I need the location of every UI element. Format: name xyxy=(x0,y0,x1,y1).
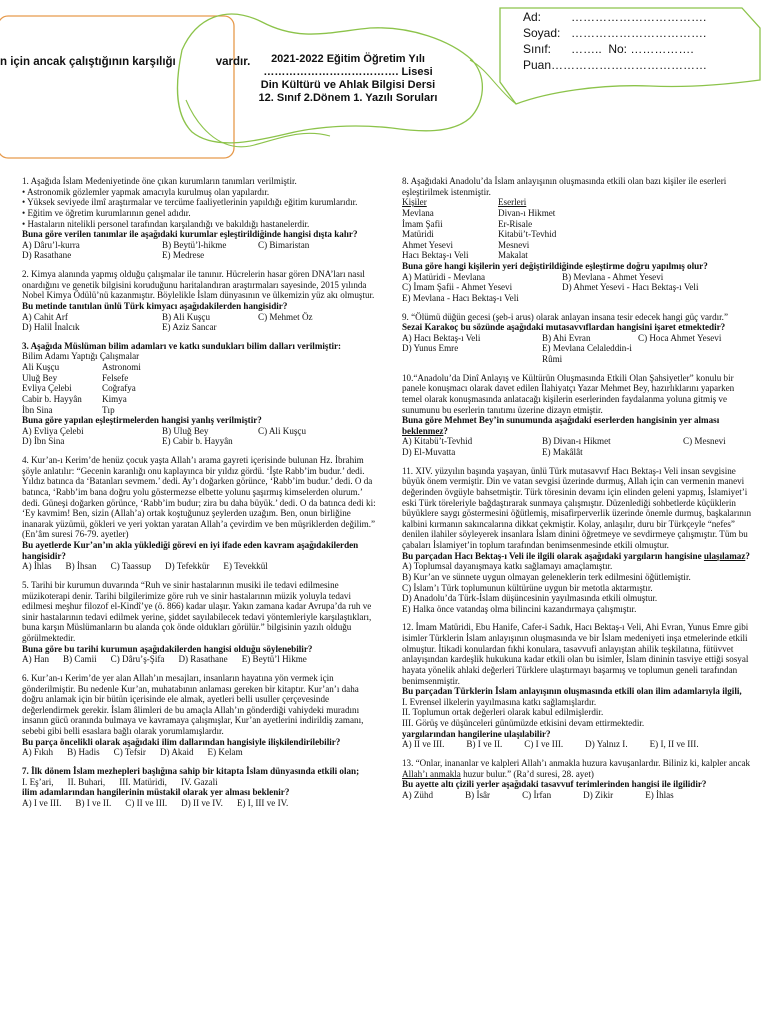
right-column xyxy=(402,176,752,808)
q12-text: İmam Matüridi, Ebu Hanife, Cafer-i Sadık, Hacı Bektaş-ı Veli, Ahi Evran, Yunus Emre gibi isimler Türklerin İslam anlayışının oluşmasında ve bir İslam medeniyeti inşa etmelerinde etkili olmuştur. İtikadi konulardan fıkhi konulara, tasavvufi anlayıştan ahilik teşkilatına, fütüvvet anlayışından kardeşlik hukukuna kadar etkili olan bu isimler, İslam dininin tasviye ettiği sosyal hayata yönelik ahlaki değerleri Türklere ulaştırmayı başarmış ve toplumun geneli tarafından benimsenmiştir. xyxy=(402,622,749,686)
q11-option-b[interactable]: B) Kur’an ve sünnete uygun olmayan geleneklerin terk edilmesini öğütlemiştir. xyxy=(402,571,691,582)
title-exam: 12. Sınıf 2.Dönem 1. Yazılı Soruları xyxy=(258,91,438,104)
q1-option-c[interactable]: C) Bimaristan xyxy=(258,239,310,250)
q13-text-end: huzur bulur.” (Ra’d suresi, 28. ayet) xyxy=(463,768,594,779)
surname-field[interactable]: ……………………………. xyxy=(571,25,707,40)
q4-option-d[interactable]: D) Tefekkür xyxy=(165,561,210,572)
q8-stem: Buna göre hangi kişilerin yeri değiştirildiğinde eşleştirme doğru yapılmış olur? xyxy=(402,261,708,271)
q11-number: 11 xyxy=(402,465,411,476)
q3-option-e[interactable]: E) Cabir b. Hayyân xyxy=(162,436,233,447)
q3-option-c[interactable]: C) Ali Kuşçu xyxy=(258,425,306,436)
q8-option-d[interactable]: D) Ahmet Yesevi - Hacı Bektaş-ı Veli xyxy=(562,282,699,293)
q4-option-c[interactable]: C) Taassup xyxy=(110,561,151,572)
q3-field: Coğrafya xyxy=(102,383,136,394)
q2-option-c[interactable]: C) Mehmet Öz xyxy=(258,311,313,322)
motto-right: vardır. xyxy=(215,56,251,68)
q12-item: III. Görüş ve düşünceleri günümüzde etkisini devam ettirmektedir. xyxy=(402,718,645,728)
question-4: 4. Kur’an-ı Kerim’de henüz çocuk yaşta Allah’ı arama gayreti içerisinde bulunan Hz. İbrahim şöyle anlatılır: “Gecenin karanlığı onu kaplayınca bir yıldız gördü. ‘İşte Rabb’im budur.’ dedi. Yıldız batınca da ‘Batanları sevmem.’ dedi. Ay’ı doğarken görünce, ‘Rabb’im budur.’ dedi. O da batınca, ‘Rabb’im bana doğru yolu göstermezse elbette yolunu şaşırmış kimselerden olurum.’ dedi. Güneşi doğarken görünce, ‘Rabb’im budur; zira bu daha büyük.’ dedi. O da batınca dedi ki: ‘Ey kavmim! Ben, sizin (Allah’a) ortak koştuğunuz şeylerden uzağım. Ben, onun birliğine inanarak yüzümü, gökleri ve yeri yoktan yaratan Allah’a çevirdim ve ben müşriklerden değilim.” (En’âm suresi 76-79. ayetler) Bu ayetlerde Kur’an’ın akla yüklediği görevi en iyi ifade eden kavram aşağıdakilerden hangisidir? A) İhlas B) İhsan C) Taassup D) Tefekkür E) Tevekkül xyxy=(22,455,382,572)
q10-option-d[interactable]: D) El-Muvatta xyxy=(402,447,456,457)
number-label: No: xyxy=(608,41,628,56)
q13-option-b[interactable]: B) İsâr xyxy=(465,789,491,800)
class-row[interactable] xyxy=(523,42,707,58)
q6-option-a[interactable]: A) Fıkıh xyxy=(22,747,54,758)
question-7: 7. İlk dönem İslam mezhepleri başlığına sahip bir kitapta İslam dünyasında etkili olan; I. Eş’ari, II. Buhari, III. Matüridi, IV. Gazali ilim adamlarından hangilerinin müstakil olarak yer alması beklenir? A) I ve III. B) I ve II. C) II ve III. D) II ve IV. E) I, III ve IV. xyxy=(22,766,382,809)
q10-stem: Buna göre Mehmet Bey’in sunumunda aşağıdaki eserlerden hangisinin yer alması xyxy=(402,415,720,426)
q11-stem: Bu parçadan Hacı Bektaş-ı Veli ile ilgili olarak aşağıdaki yargıların hangisine xyxy=(402,550,702,561)
question-2: 2. Kimya alanında yapmış olduğu çalışmalar ile tanınır. Hücrelerin hasar gören DNA’ları nasıl onardığını ve genetik bilgisini koruduğunu haritalandıran araştırmaları sayesinde, 2015 yılında Nobel Kimya Ödülü’nü kazanmıştır. Böylelikle İslam dünyasının ve ülkemizin yüz akı olmuştur. Bu metinde tanıtılan ünlü Türk kimyacı aşağıdakilerden hangisidir? A) Cahit Arf B) Ali Kuşçu C) Mehmet Öz D) Halil İnalcık E) Aziz Sancar xyxy=(22,269,382,333)
q3-scientist: Ali Kuşçu xyxy=(22,362,60,372)
q4-number: 4 xyxy=(22,455,27,465)
q7-number: 7 xyxy=(22,765,27,776)
surname-label: Soyad: xyxy=(523,25,561,40)
q11-text: XIV. yüzyılın başında yaşayan, ünlü Türk mutasavvıf Hacı Bektaş-ı Veli insan sevgisine büyük önem vermiştir. Din ve vatan sevgisi üzerinde durmuş, Allah için can vermenin manevi değerinden övgüyle bahsetmiştir. Türk töresinin devamı için elinden geleni yapmış, İslamiyet’i eski Türk töreleriyle bağdaştırarak sunmaya çalışmıştır. Düzenlediği sohbetlerde küçüklerin büyüklere saygı göstermesini öğütlemiş, misafirperverlik üzerinde önemle durmuş, başkalarının kalbini kırmanın sakıncalarına dikkat çekmiştir. Kolay, anlaşılır, duru bir Türkçeyle “nefes” denilen ilahiler söyleyerek insanlara İslam dinini öğretmeye ve sevdirmeye çalışmıştır. Tüm bu çabaları İslamiyet’in toplum tarafından benimsenmesinde etkili olmuştur. xyxy=(402,465,752,550)
q3-intro: Aşağıda Müslüman bilim adamları ve katkı sundukları bilim dalları verilmiştir: xyxy=(30,340,342,351)
q4-option-a[interactable]: A) İhlas xyxy=(22,561,52,572)
question-12: 12. İmam Matüridi, Ebu Hanife, Cafer-i Sadık, Hacı Bektaş-ı Veli, Ahi Evran, Yunus Emre gibi isimler Türklerin İslam anlayışının oluşmasında ve bir İslam medeniyeti inşa etmelerinde etkili olmuştur. İtikadi konulardan fıkhi konulara, tasavvufi anlayıştan ahilik teşkilatına, fütüvvet anlayışından kardeşlik hukukuna kadar etkili olan bu isimler, İslam dininin tasviye ettiği sosyal hayata yönelik ahlaki değerleri Türklere ulaştırmayı başarmış ve toplumun geneli tarafından benimsenmiştir. Bu parçadan Türklerin İslam anlayışının oluşmasında etkili olan ilim adamlarıyla ilgili, I. Evrensel ilkelerin yayılmasına katkı sağlamışlardır. II. Toplumun ortak değerleri olarak kabul edilmişlerdir. III. Görüş ve düşünceleri günümüzde etkisini devam ettirmektedir. yargılarından hangilerine ulaşılabilir? A) II ve III. B) I ve II. C) I ve III. D) Yalnız I. E) I, II ve III. xyxy=(402,622,752,750)
score-label: Puan xyxy=(523,57,552,72)
q2-number: 2 xyxy=(22,269,27,279)
q9-option-e[interactable]: E) Mevlana Celaleddin-i Rûmi xyxy=(542,343,632,364)
q12-item: I. Evrensel ilkelerin yayılmasına katkı sağlamışlardır. xyxy=(402,696,597,707)
title-school: ………………………………. Lisesi xyxy=(263,65,433,78)
q12-stem: yargılarından hangilerine ulaşılabilir? xyxy=(402,728,551,739)
question-8: 8. Aşağıdaki Anadolu’da İslam anlayışının oluşmasında etkili olan bazı kişiler ile eserleri eşleştirilmek istenmiştir. Kişiler Eserleri Mevlana Divan-ı Hikmet İmam Şafii Er-Risale Matüridi Kitabü’t-Tevhid Ahmet Yesevi Mesnevi Hacı Bektaş-ı Veli Makalat Buna göre hangi kişilerin yeri değiştirildiğinde eşleştirme doğru yapılmış olur? A) Matüridi - Mevlana B) Mevlana - Ahmet Yesevi C) İmam Şafii - Ahmet Yesevi D) Ahmet Yesevi - Hacı Bektaş-ı Veli E) Mevlana - Hacı Bektaş-ı Veli xyxy=(402,176,752,304)
q10-option-e[interactable]: E) Makâlât xyxy=(542,447,583,457)
q9-option-b[interactable]: B) Ahi Evran xyxy=(542,332,591,343)
q11-option-c[interactable]: C) İslam’ı Türk toplumunun kültürüne uygun bir metotla aktarmıştır. xyxy=(402,582,653,593)
q12-number: 12 xyxy=(402,622,412,633)
q10-options xyxy=(402,436,752,457)
q5-text: Tarihi bir kurumun duvarında “Ruh ve sinir hastalarının musiki ile tedavi edilmesine müzikoterapi denir. Tarihi bilgilerimize göre ruh ve sinir hastalarının müzik yoluyla tedavi edilmesi meşhur filozof el-Kindî’ye (ö. 866) kadar ulaşır. Yakın zamana kadar Avrupa’da ruh ve sinir hastalarının tedavi edilmek yerine, şiddet sayılabilecek tedavi yöntemleriyle karşılaştıkları, buna karşın Müslümanların bu alanda çok önde oldukları görülür.” bilgisinin yazılı olduğu görülmektedir. xyxy=(22,579,372,643)
q8-option-b[interactable]: B) Mevlana - Ahmet Yesevi xyxy=(562,271,664,282)
q7-option-b[interactable]: B) I ve II. xyxy=(75,797,112,808)
exam-title xyxy=(238,53,458,105)
q2-option-b[interactable]: B) Ali Kuşçu xyxy=(162,311,210,322)
q3-options xyxy=(22,426,382,447)
q8-person: Mevlana xyxy=(402,207,434,218)
q11-stem-end: ? xyxy=(745,550,750,561)
q3-number: 3 xyxy=(22,340,27,351)
q7-option-c[interactable]: C) II ve III. xyxy=(125,797,168,808)
q2-options xyxy=(22,312,382,333)
q3-scientist: İbn Sina xyxy=(22,404,53,415)
q8-col-header: Eserleri xyxy=(498,197,527,208)
q11-option-a[interactable]: A) Toplumsal dayanışmaya katkı sağlamayı amaçlamıştır. xyxy=(402,561,613,572)
q4-option-e[interactable]: E) Tevekkül xyxy=(223,561,268,572)
q8-col-header: Kişiler xyxy=(402,197,427,208)
q7-item: I. Eş’ari, xyxy=(22,776,54,787)
q1-stem: Buna göre verilen tanımlar ile aşağıdaki kurumlar eşleştirildiğinde hangisi dışta kalır? xyxy=(22,229,358,240)
number-field[interactable]: ……………. xyxy=(630,41,694,56)
q12-option-a[interactable]: A) II ve III. xyxy=(402,739,445,750)
q9-text: “Ölümü düğün gecesi (şeb-i arus) olarak anlayan insana tesir edecek hangi güç vardır.” xyxy=(411,311,728,322)
q3-field: Kimya xyxy=(102,393,127,404)
q8-person: Matüridi xyxy=(402,229,434,240)
q9-option-a[interactable]: A) Hacı Bektaş-ı Veli xyxy=(402,332,481,343)
q4-text: Kur’an-ı Kerim’de henüz çocuk yaşta Allah’ı arama gayreti içerisinde bulunan Hz. İbrahim şöyle anlatılır: “Gecenin karanlığı onu kaplayınca bir yıldız gördü. ‘İşte Rabb’im budur.’ dedi. Yıldız batınca da ‘Batanları sevmem.’ dedi. Ay’ı doğarken görünce, ‘Rabb’im budur.’ dedi. O da batınca, ‘Rabb’im bana doğru yolu göstermezse elbette yolunu şaşırmış kimselerden olurum.’ dedi. Güneşi doğarken görünce, ‘Rabb’im budur; zira bu daha büyük.’ dedi. O da batınca dedi ki: ‘Ey kavmim! Ben, sizin (Allah’a) ortak koştuğunuz şeylerden uzağım. Ben, onun birliğine inanarak yüzümü, gökleri ve yeri yoktan yaratan Allah’a çevirdim ve ben müşriklerden değilim.” (En’âm suresi 76-79. ayetler) xyxy=(22,455,376,540)
q5-option-b[interactable]: B) Camii xyxy=(63,654,97,665)
q7-item: II. Buhari, xyxy=(67,776,106,787)
q10-text: “Anadolu’da Dinî Anlayış ve Kültürün Oluşmasında Etkili Olan Şahsiyetler” konulu bir panele konuşmacı olarak davet edilen İlahiyatçı Yazar Mehmet Bey, hazırlıklarını yaparken temel olarak konuşmasında anlatacağı kişilerin eserlerinden faydalanma yoluna gitmiş ve sunumunu bu eserlerin tanıtımı üzerine dizayn etmiştir. xyxy=(402,372,735,415)
q12-option-c[interactable]: C) I ve III. xyxy=(524,739,564,750)
q10-stem-end: ? xyxy=(443,425,448,436)
q5-option-d[interactable]: D) Rasathane xyxy=(178,654,228,665)
q5-option-c[interactable]: C) Dâru’ş-Şifa xyxy=(110,654,165,665)
q8-option-a[interactable]: A) Matüridi - Mevlana xyxy=(402,271,486,282)
q1-intro: Aşağıda İslam Medeniyetinde öne çıkan kurumların tanımları verilmiştir. xyxy=(30,176,297,186)
surname-row[interactable] xyxy=(523,26,707,42)
q13-option-c[interactable]: C) İrfan xyxy=(522,789,552,800)
q2-option-e[interactable]: E) Aziz Sancar xyxy=(162,322,217,333)
q12-option-b[interactable]: B) I ve II. xyxy=(466,739,503,750)
q13-option-d[interactable]: D) Zikir xyxy=(583,789,614,800)
score-field[interactable]: ………………………………… xyxy=(551,57,708,72)
q3-scientist: Cabir b. Hayyân xyxy=(22,393,82,404)
question-9: 9. “Ölümü düğün gecesi (şeb-i arus) olarak anlayan insana tesir edecek hangi güç vardır.” Sezai Karakoç bu sözünde aşağıdaki mutasavvıflardan hangisini işaret etmektedir? A) Hacı Bektaş-ı Veli B) Ahi Evran C) Hoca Ahmet Yesevi D) Yunus Emre E) Mevlana Celaleddin-i Rûmi xyxy=(402,312,752,365)
q8-number: 8 xyxy=(402,176,407,186)
q9-options xyxy=(402,333,752,365)
q8-person: Ahmet Yesevi xyxy=(402,239,454,250)
q2-stem: Bu metinde tanıtılan ünlü Türk kimyacı aşağıdakilerden hangisidir? xyxy=(22,300,288,311)
title-course: Din Kültürü ve Ahlak Bilgisi Dersi xyxy=(260,78,436,91)
q3-scientist: Uluğ Bey xyxy=(22,372,58,383)
q6-text: Kur’an-ı Kerim’de yer alan Allah’ın mesajları, insanların hayatına yön vermek için gönderilmiştir. Bu nedenle Kur’an, muhatabının anlaması gereken bir kitaptır. Kur’an’ı daha doğru anlamak için bir bütün içerisinde ele almak, ayetleri belli usuller çerçevesinde değerlendirmek gerekir. İslam âlimleri de bu amaçla Allah’ın gönderdiği vahiydeki muradını insanın gücü oranında bulmaya ve kavramaya çalışmışlar, Kur’an ayetlerini indirildiş zamanı, sebebi gibi belli esaslara bağlı olarak yorumlamışlardır. xyxy=(22,672,364,736)
q7-items xyxy=(22,777,382,788)
q5-option-a[interactable]: A) Han xyxy=(22,654,50,665)
q7-option-a[interactable]: A) I ve III. xyxy=(22,797,62,808)
q11-stem-underlined: ulaşılamaz xyxy=(703,550,746,561)
q11-option-e[interactable]: E) Halka önce vatandaş olma bilincini kazandırmaya çalışmıştır. xyxy=(402,603,637,614)
q8-person: Hacı Bektaş-ı Veli xyxy=(402,250,469,261)
q10-number: 10 xyxy=(402,372,412,383)
q13-text: “Onlar, inananlar ve kalpleri Allah’ı anmakla huzura kavuşanlardır. Biliniz ki, kalpler ancak xyxy=(415,757,751,768)
question-5: 5. Tarihi bir kurumun duvarında “Ruh ve sinir hastalarının musiki ile tedavi edilmesine müzikoterapi denir. Tarihi bilgilerimize göre ruh ve sinir hastalarının müzik yoluyla tedavi edilmesi meşhur filozof el-Kindî’ye (ö. 866) kadar ulaşır. Yakın zamana kadar Avrupa’da ruh ve sinir hastalarının tedavi edilmek yerine, şiddet sayılabilecek tedavi yöntemleriyle karşılaştıkları, buna karşın Müslümanların bu alanda çok önde oldukları görülür.” bilgisinin yazılı olduğu görülmektedir. Buna göre bu tarihi kurumun aşağıdakilerden hangisi olduğu söylenebilir? A) Han B) Camii C) Dâru’ş-Şifa D) Rasathane E) Beytü’l Hikme xyxy=(22,580,382,665)
question-10: 10.“Anadolu’da Dinî Anlayış ve Kültürün Oluşmasında Etkili Olan Şahsiyetler” konulu bir panele konuşmacı olarak davet edilen İlahiyatçı Yazar Mehmet Bey, hazırlıklarını yaparken temel olarak konuşmasında anlatacağı kişilerin eserlerinden faydalanma yoluna gitmiş ve sunumunu bu eserlerin tanıtımı üzerine dizayn etmiştir. Buna göre Mehmet Bey’in sunumunda aşağıdaki eserlerden hangisinin yer alması beklenmez? A) Kitabü’t-Tevhid B) Divan-ı Hikmet C) Mesnevi D) El-Muvatta E) Makâlât xyxy=(402,373,752,458)
q11-option-d[interactable]: D) Anadolu’da Türk-İslam düşüncesinin yayılmasında etkili olmuştur. xyxy=(402,593,658,604)
q13-stem: Bu ayette altı çizili yerler aşağıdaki tasavvuf terimlerinden hangisi ile ilgilidir? xyxy=(402,779,707,790)
q8-intro: Aşağıdaki Anadolu’da İslam anlayışının oluşmasında etkili olan bazı kişiler ile eserleri eşleştirilmek istenmiştir. xyxy=(402,176,727,197)
q5-options xyxy=(22,654,382,665)
q10-option-a[interactable]: A) Kitabü’t-Tevhid xyxy=(402,436,473,447)
name-label: Ad: xyxy=(523,10,542,24)
name-field[interactable]: ……………………………. xyxy=(571,10,707,24)
q1-number: 1 xyxy=(22,176,27,186)
q8-work: Er-Risale xyxy=(498,218,533,229)
q3-field: Felsefe xyxy=(102,372,129,383)
q4-stem: Bu ayetlerde Kur’an’ın akla yüklediği görevi en iyi ifade eden kavram aşağıdakilerden hangisidir? xyxy=(22,540,359,561)
q5-number: 5 xyxy=(22,579,27,590)
q4-options xyxy=(22,561,382,572)
q3-option-a[interactable]: A) Evliya Çelebi xyxy=(22,425,84,436)
q13-option-a[interactable]: A) Zühd xyxy=(402,789,434,800)
q10-stem-underlined: beklenmez xyxy=(402,425,444,436)
title-year: 2021-2022 Eğitim Öğretim Yılı xyxy=(271,53,425,65)
q6-number: 6 xyxy=(22,672,27,683)
question-13: 13. “Onlar, inananlar ve kalpleri Allah’ı anmakla huzura kavuşanlardır. Biliniz ki, kalpler ancak Allah’ı anmakla huzur bulur.” (Ra’d suresi, 28. ayet) Bu ayette altı çizili yerler aşağıdaki tasavvuf terimlerinden hangisi ile ilgilidir? A) Zühd B) İsâr C) İrfan D) Zikir E) İhlas xyxy=(402,757,751,800)
q8-options xyxy=(402,272,752,304)
q1-option-d[interactable]: D) Rasathane xyxy=(22,250,72,261)
q8-work: Kitabü’t-Tevhid xyxy=(498,229,557,240)
q12-option-d[interactable]: D) Yalnız I. xyxy=(585,739,628,750)
q3-option-d[interactable]: D) İbn Sina xyxy=(22,436,65,447)
q7-option-d[interactable]: D) II ve IV. xyxy=(181,797,223,808)
class-label: Sınıf: xyxy=(523,41,552,56)
q6-option-b[interactable]: B) Hadis xyxy=(67,747,100,758)
q6-option-c[interactable]: C) Tefsir xyxy=(113,747,146,758)
q6-options xyxy=(22,747,382,758)
q1-option-a[interactable]: A) Dâru’l-kurra xyxy=(22,239,80,250)
q6-option-e[interactable]: E) Kelam xyxy=(207,747,243,758)
q1-option-b[interactable]: B) Beytü’l-hikme xyxy=(162,239,227,250)
q3-scientist: Evliya Çelebi xyxy=(22,383,72,394)
q8-work: Divan-ı Hikmet xyxy=(498,207,556,218)
q1-bullet: • Astronomik gözlemler yapmak amacıyla kurulmuş olan yapılardır. xyxy=(22,186,270,197)
question-11: 11. XIV. yüzyılın başında yaşayan, ünlü Türk mutasavvıf Hacı Bektaş-ı Veli insan sevgisine büyük önem vermiştir. Din ve vatan sevgisi üzerinde durmuş, Allah için can vermenin manevi değerinden övgüyle bahsetmiştir. Türk töresinin devamı için elinden geleni yapmış, İslamiyet’i eski Türk töreleriyle bağdaştırarak sunmaya çalışmıştır. Düzenlediği sohbetlerde küçüklerin büyüklere saygı göstermesini öğütlemiş, misafirperverlik üzerinde önemle durmuş, başkalarının kalbini kırmanın sakıncalarına dikkat çekmiştir. Kolay, anlaşılır, duru bir Türkçeyle “nefes” denilen ilahiler söyleyerek insanlara İslam dinini öğretmeye ve sevdirmeye çalışmıştır. Tüm bu çabaları İslamiyet’in toplum tarafından benimsenmesinde etkili olmuştur. Bu parçadan Hacı Bektaş-ı Veli ile ilgili olarak aşağıdaki yargıların hangisine ulaşılamaz? A) Toplumsal dayanışmaya katkı sağlamayı amaçlamıştır. B) Kur’an ve sünnete uygun olmayan geleneklerin terk edilmesini öğütlemiştir. C) İslam’ı Türk toplumunun kültürüne uygun bir metotla aktarmıştır. D) Anadolu’da Türk-İslam düşüncesinin yayılmasında etkili olmuştur. E) Halka önce vatandaş olma bilincini kazandırmaya çalışmıştır. xyxy=(402,465,752,614)
q7-option-e[interactable]: E) I, III ve IV. xyxy=(236,797,289,808)
q12-options xyxy=(402,739,752,750)
q8-work: Makalat xyxy=(498,250,528,261)
q5-stem: Buna göre bu tarihi kurumun aşağıdakilerden hangisi olduğu söylenebilir? xyxy=(22,643,313,654)
question-3: 3. Aşağıda Müslüman bilim adamları ve katkı sundukları bilim dalları verilmiştir: Bilim Adamı Yaptığı Çalışmalar Ali Kuşçu Astronomi Uluğ Bey Felsefe Evliya Çelebi Coğrafya Cabir b. Hayyân Kimya İbn Sina Tıp Buna göre yapılan eşleştirmelerden hangisi yanlış verilmiştir? A) Evliya Çelebi B) Uluğ Bey C) Ali Kuşçu D) İbn Sina E) Cabir b. Hayyân xyxy=(22,341,382,447)
q7-stem-intro: İlk dönem İslam mezhepleri başlığına sahip bir kitapta İslam dünyasında etkili olan; xyxy=(31,765,360,776)
q6-stem: Bu parça öncelikli olarak aşağıdaki ilim dallarından hangisiyle ilişkilendirilebilir? xyxy=(22,736,341,747)
q1-bullet: • Hastaların nitelikli personel tarafından karşılandığı ve bakıldığı hastanelerdir. xyxy=(22,218,310,229)
q3-stem: Buna göre yapılan eşleştirmelerden hangisi yanlış verilmiştir? xyxy=(22,415,262,426)
q9-stem: Sezai Karakoç bu sözünde aşağıdaki mutasavvıflardan hangisini işaret etmektedir? xyxy=(402,322,726,333)
q13-number: 13 xyxy=(402,757,412,768)
q9-option-d[interactable]: D) Yunus Emre xyxy=(402,343,459,354)
q12-item: II. Toplumun ortak değerleri olarak kabul edilmişlerdir. xyxy=(402,707,604,718)
q10-option-b[interactable]: B) Divan-ı Hikmet xyxy=(542,436,611,447)
q10-option-c[interactable]: C) Mesnevi xyxy=(683,436,726,447)
q3-field: Tıp xyxy=(102,404,115,415)
q3-pairs xyxy=(22,362,382,415)
q12-option-e[interactable]: E) I, II ve III. xyxy=(649,739,699,750)
q8-work: Mesnevi xyxy=(498,239,530,250)
q2-text: Kimya alanında yapmış olduğu çalışmalar ile tanınır. Hücrelerin hasar gören DNA’ları nasıl onardığını ve genetik bilgisini koruduğunu haritalandıran araştırmaları sayesinde, 2015 yılında Nobel Kimya Ödülü’nü kazanmıştır. Böylelikle İslam dünyasının ve ülkemizin yüz akı olmuştur. xyxy=(22,269,375,301)
q13-option-e[interactable]: E) İhlas xyxy=(645,789,674,800)
q7-item: III. Matüridi, xyxy=(119,776,167,787)
q1-bullet: • Eğitim ve öğretim kurumlarının genel adıdır. xyxy=(22,207,191,218)
left-column xyxy=(22,176,382,816)
q8-option-e[interactable]: E) Mevlana - Hacı Bektaş-ı Veli xyxy=(402,292,519,303)
q7-stem: ilim adamlarından hangilerinin müstakil olarak yer alması beklenir? xyxy=(22,787,290,798)
q3-table-header: Bilim Adamı Yaptığı Çalışmalar xyxy=(22,351,140,362)
q1-bullet: • Yüksek seviyede ilmî araştırmalar ve tercüme faaliyetlerinin yapıldığı eğitim kurumlarıdır. xyxy=(22,197,358,208)
q1-option-e[interactable]: E) Medrese xyxy=(162,250,205,261)
q9-number: 9 xyxy=(402,311,407,322)
q13-text-underlined: Allah’ı anmakla xyxy=(402,768,461,779)
q8-option-c[interactable]: C) İmam Şafii - Ahmet Yesevi xyxy=(402,282,513,293)
q12-stem-intro: Bu parçadan Türklerin İslam anlayışının oluşmasında etkili olan ilim adamlarıyla ilgili, xyxy=(402,686,742,697)
q3-option-b[interactable]: B) Uluğ Bey xyxy=(162,425,209,436)
question-6: 6. Kur’an-ı Kerim’de yer alan Allah’ın mesajları, insanların hayatına yön vermek için gönderilmiştir. Bu nedenle Kur’an, muhatabının anlaması gereken bir kitaptır. Kur’an’ı daha doğru anlamak için bir bütün içerisinde ele almak, ayetleri belli usuller çerçevesinde değerlendirmek gerekir. İslam âlimleri de bu amaçla Allah’ın gönderdiği vahiydeki muradını insanın gücü oranında bulmaya ve kavramaya çalışmışlar, Kur’an ayetlerini indirildiş zamanı, sebebi gibi belli esaslara bağlı olarak yorumlamışlardır. Bu parça öncelikli olarak aşağıdaki ilim dallarından hangisiyle ilişkilendirilebilir? A) Fıkıh B) Hadis C) Tefsir D) Akaid E) Kelam xyxy=(22,673,382,758)
student-info xyxy=(523,10,707,74)
q2-option-a[interactable]: A) Cahit Arf xyxy=(22,311,68,322)
motto xyxy=(0,56,250,69)
q5-option-e[interactable]: E) Beytü’l Hikme xyxy=(241,654,307,665)
q6-option-d[interactable]: D) Akaid xyxy=(159,747,194,758)
score-row[interactable] xyxy=(523,58,707,74)
q4-option-b[interactable]: B) İhsan xyxy=(65,561,97,572)
q7-item: IV. Gazali xyxy=(180,776,218,787)
class-field[interactable]: …….. xyxy=(571,41,602,56)
q7-options xyxy=(22,798,382,809)
q13-options xyxy=(402,790,752,801)
q8-person: İmam Şafii xyxy=(402,218,443,229)
q2-option-d[interactable]: D) Halil İnalcık xyxy=(22,322,80,333)
q1-options xyxy=(22,240,382,261)
q3-field: Astronomi xyxy=(102,362,141,372)
motto-left: n için ancak çalıştığının karşılığı xyxy=(0,56,176,68)
question-1: 1. Aşağıda İslam Medeniyetinde öne çıkan kurumların tanımları verilmiştir. • Astronomik gözlemler yapmak amacıyla kurulmuş olan yapılardır. • Yüksek seviyede ilmî araştırmalar ve tercüme faaliyetlerinin yapıldığı eğitim kurumlarıdır. • Eğitim ve öğretim kurumlarının genel adıdır. • Hastaların nitelikli personel tarafından karşılandığı ve bakıldığı hastanelerdir. Buna göre verilen tanımlar ile aşağıdaki kurumlar eşleştirildiğinde hangisi dışta kalır? A) Dâru’l-kurra B) Beytü’l-hikme C) Bimaristan D) Rasathane E) Medrese xyxy=(22,176,382,261)
q8-pairs xyxy=(402,197,752,261)
q9-option-c[interactable]: C) Hoca Ahmet Yesevi xyxy=(638,332,722,343)
name-row[interactable] xyxy=(523,10,707,26)
